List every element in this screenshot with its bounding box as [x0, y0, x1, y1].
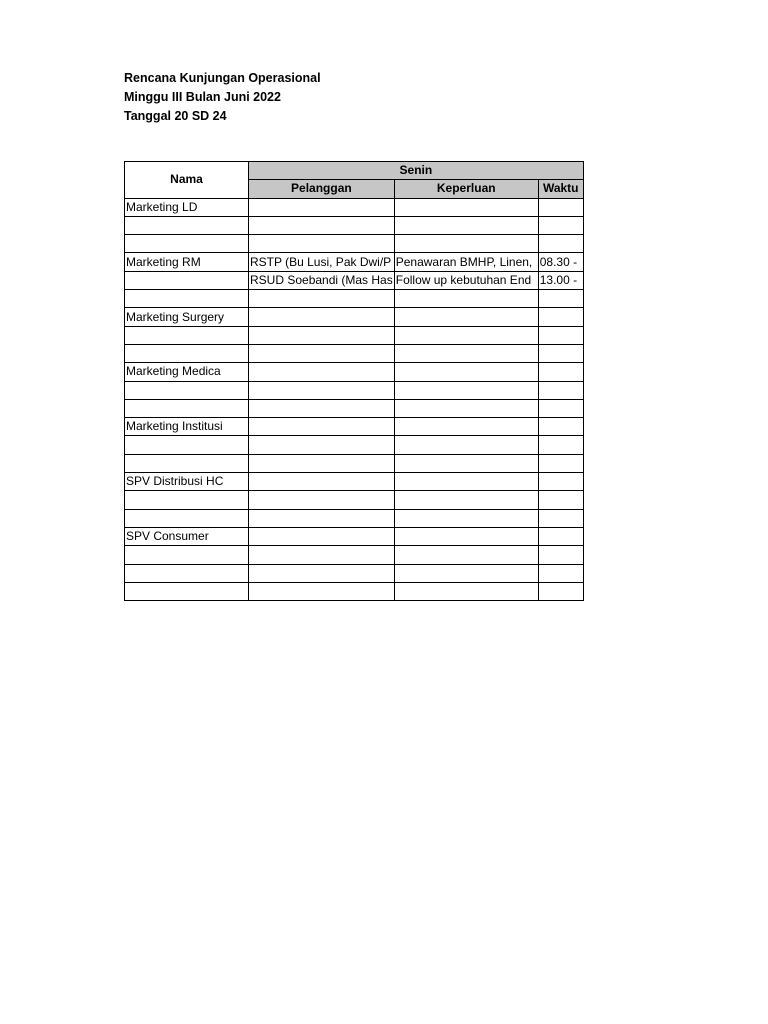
cell-keperluan: [394, 326, 538, 344]
cell-pelanggan: [249, 290, 395, 308]
cell-pelanggan: RSUD Soebandi (Mas Has: [249, 271, 395, 289]
cell-waktu: [538, 344, 583, 362]
table-row: [125, 509, 584, 527]
cell-keperluan: [394, 363, 538, 381]
cell-waktu: [538, 198, 583, 216]
cell-waktu: [538, 418, 583, 436]
cell-waktu: [538, 235, 583, 253]
cell-keperluan: Penawaran BMHP, Linen,: [394, 253, 538, 271]
table-row: [125, 436, 584, 454]
document-date-range: Tanggal 20 SD 24: [124, 109, 227, 123]
table-row: [125, 308, 584, 326]
cell-waktu: [538, 308, 583, 326]
column-header-keperluan: Keperluan: [394, 180, 538, 198]
cell-nama: SPV Distribusi HC: [125, 473, 249, 491]
table-row: [125, 418, 584, 436]
cell-nama: [125, 399, 249, 417]
table-row: [125, 253, 584, 271]
cell-keperluan: [394, 308, 538, 326]
cell-waktu: [538, 326, 583, 344]
cell-waktu: 13.00 -: [538, 271, 583, 289]
cell-pelanggan: [249, 564, 395, 582]
cell-waktu: [538, 216, 583, 234]
cell-keperluan: [394, 582, 538, 600]
cell-pelanggan: [249, 399, 395, 417]
cell-pelanggan: [249, 473, 395, 491]
table-row: [125, 290, 584, 308]
cell-pelanggan: [249, 198, 395, 216]
cell-nama: [125, 381, 249, 399]
table-row: [125, 381, 584, 399]
cell-pelanggan: [249, 527, 395, 545]
table-row: [125, 216, 584, 234]
cell-waktu: [538, 363, 583, 381]
table-row: [125, 271, 584, 289]
cell-waktu: [538, 527, 583, 545]
cell-nama: SPV Consumer: [125, 527, 249, 545]
cell-nama: Marketing Medica: [125, 363, 249, 381]
cell-waktu: [538, 509, 583, 527]
table-row: [125, 564, 584, 582]
table-row: [125, 344, 584, 362]
cell-nama: [125, 491, 249, 509]
cell-pelanggan: [249, 546, 395, 564]
cell-keperluan: Follow up kebutuhan End: [394, 271, 538, 289]
cell-waktu: [538, 454, 583, 472]
cell-nama: [125, 216, 249, 234]
cell-pelanggan: [249, 436, 395, 454]
table-row: [125, 326, 584, 344]
cell-nama: Marketing Surgery: [125, 308, 249, 326]
cell-pelanggan: [249, 363, 395, 381]
column-header-pelanggan: Pelanggan: [249, 180, 395, 198]
cell-keperluan: [394, 454, 538, 472]
cell-keperluan: [394, 527, 538, 545]
cell-keperluan: [394, 381, 538, 399]
table-body: [125, 198, 584, 601]
cell-pelanggan: [249, 308, 395, 326]
table-row: [125, 546, 584, 564]
table-row: [125, 454, 584, 472]
cell-keperluan: [394, 546, 538, 564]
cell-nama: [125, 436, 249, 454]
cell-pelanggan: [249, 216, 395, 234]
cell-waktu: [538, 436, 583, 454]
cell-waktu: [538, 290, 583, 308]
cell-keperluan: [394, 491, 538, 509]
cell-nama: [125, 509, 249, 527]
document-title: Rencana Kunjungan Operasional: [124, 71, 321, 85]
cell-nama: [125, 271, 249, 289]
table-row: [125, 582, 584, 600]
cell-keperluan: [394, 290, 538, 308]
document-week: Minggu III Bulan Juni 2022: [124, 90, 281, 104]
cell-keperluan: [394, 344, 538, 362]
cell-waktu: [538, 546, 583, 564]
cell-waktu: 08.30 -: [538, 253, 583, 271]
cell-keperluan: [394, 399, 538, 417]
cell-pelanggan: [249, 509, 395, 527]
column-header-nama: Nama: [125, 162, 249, 199]
cell-nama: [125, 326, 249, 344]
table-row: [125, 491, 584, 509]
cell-nama: [125, 290, 249, 308]
cell-nama: Marketing Institusi: [125, 418, 249, 436]
visit-plan-table: [124, 161, 584, 601]
cell-pelanggan: [249, 381, 395, 399]
cell-pelanggan: [249, 582, 395, 600]
cell-keperluan: [394, 509, 538, 527]
table-row: [125, 363, 584, 381]
cell-keperluan: [394, 216, 538, 234]
cell-waktu: [538, 582, 583, 600]
cell-nama: [125, 454, 249, 472]
cell-waktu: [538, 491, 583, 509]
column-header-waktu: Waktu: [538, 180, 583, 198]
table-row: [125, 527, 584, 545]
cell-keperluan: [394, 564, 538, 582]
cell-keperluan: [394, 418, 538, 436]
cell-waktu: [538, 473, 583, 491]
cell-waktu: [538, 399, 583, 417]
cell-nama: [125, 582, 249, 600]
cell-nama: Marketing RM: [125, 253, 249, 271]
cell-nama: [125, 546, 249, 564]
cell-nama: Marketing LD: [125, 198, 249, 216]
cell-waktu: [538, 381, 583, 399]
cell-nama: [125, 344, 249, 362]
table-row: [125, 473, 584, 491]
cell-pelanggan: [249, 235, 395, 253]
cell-keperluan: [394, 198, 538, 216]
cell-nama: [125, 235, 249, 253]
table-row: [125, 198, 584, 216]
cell-pelanggan: RSTP (Bu Lusi, Pak Dwi/P: [249, 253, 395, 271]
cell-pelanggan: [249, 454, 395, 472]
cell-keperluan: [394, 235, 538, 253]
cell-keperluan: [394, 473, 538, 491]
cell-nama: [125, 564, 249, 582]
cell-waktu: [538, 564, 583, 582]
day-header-senin: Senin: [249, 162, 584, 180]
cell-pelanggan: [249, 491, 395, 509]
cell-pelanggan: [249, 344, 395, 362]
table-row: [125, 235, 584, 253]
table-row: [125, 399, 584, 417]
cell-keperluan: [394, 436, 538, 454]
cell-pelanggan: [249, 418, 395, 436]
document-header: [124, 69, 321, 126]
cell-pelanggan: [249, 326, 395, 344]
